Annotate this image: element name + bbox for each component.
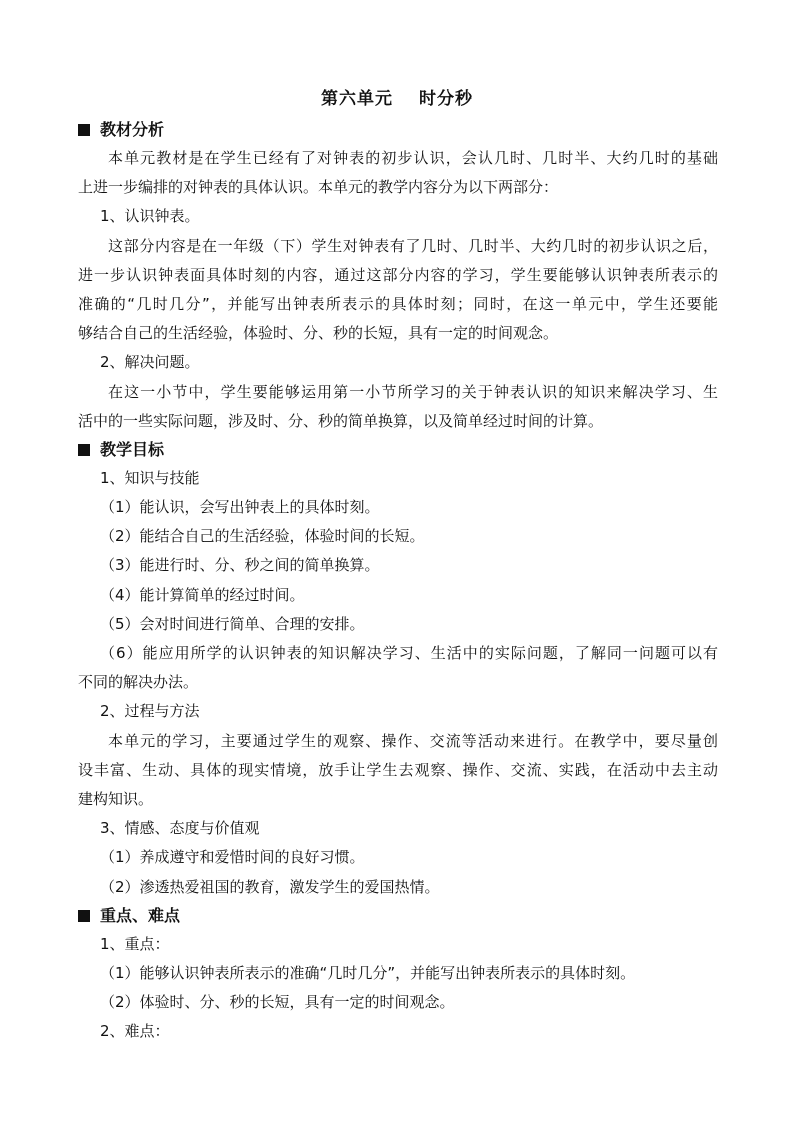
paragraph-line: 上进一步编排的对钟表的具体认识。本单元的教学内容分为以下两部分：: [78, 178, 559, 197]
title-topic: 时分秒: [419, 89, 473, 109]
page-title: [0, 84, 794, 109]
square-bullet-icon: [78, 910, 90, 922]
list-item: （5）会对时间进行简单、合理的安排。: [100, 614, 365, 633]
paragraph-line: 准确的“几时几分”，并能写出钟表所表示的具体时刻；同时，在这一单元中，学生还要能: [78, 294, 718, 313]
title-unit: 第六单元: [321, 89, 393, 109]
paragraph-line: 不同的解决办法。: [78, 673, 199, 692]
paragraph-line: 本单元教材是在学生已经有了对钟表的初步认识，会认几时、几时半、大约几时的基础: [108, 149, 718, 167]
square-bullet-icon: [78, 124, 90, 136]
subsection-title: 1、重点：: [100, 934, 170, 953]
subsection-title: 3、情感、态度与价值观: [100, 819, 260, 838]
paragraph-line: 进一步认识钟表面具体时刻的内容，通过这部分内容的学习，学生要能够认识钟表所表示的: [78, 265, 718, 284]
list-item: （2）能结合自己的生活经验，体验时间的长短。: [100, 527, 425, 546]
list-item: （1）能认识，会写出钟表上的具体时刻。: [100, 498, 380, 517]
list-item: （3）能进行时、分、秒之间的简单换算。: [100, 556, 380, 575]
list-item: （1）养成遵守和爱惜时间的良好习惯。: [100, 848, 365, 867]
paragraph-line: 活中的一些实际问题，涉及时、分、秒的简单换算，以及简单经过时间的计算。: [78, 411, 604, 430]
section-heading-teaching-goals: 教学目标: [78, 436, 718, 464]
section-heading-textbook-analysis: 教材分析: [78, 116, 718, 144]
paragraph-line: 够结合自己的生活经验，体验时、分、秒的长短，具有一定的时间观念。: [78, 324, 559, 343]
list-item: （1）能够认识钟表所表示的准确“几时几分”，并能写出钟表所表示的具体时刻。: [100, 963, 636, 982]
paragraph-line: 设丰富、生动、具体的现实情境，放手让学生去观察、操作、交流、实践，在活动中去主动: [78, 760, 718, 779]
list-item-title: 2、解决问题。: [100, 353, 200, 372]
list-item: （4）能计算简单的经过时间。: [100, 585, 305, 604]
section-heading-key-points: 重点、难点: [78, 902, 718, 930]
list-item: （2）渗透热爱祖国的教育，激发学生的爱国热情。: [100, 877, 440, 896]
subsection-title: 2、过程与方法: [100, 702, 200, 721]
document-body: [78, 116, 718, 1046]
list-item: （6）能应用所学的认识钟表的知识解决学习、生活中的实际问题，了解同一问题可以有: [100, 644, 718, 662]
list-item: （2）体验时、分、秒的长短，具有一定的时间观念。: [100, 993, 455, 1012]
paragraph-line: 在这一小节中，学生要能够运用第一小节所学习的关于钟表认识的知识来解决学习、生: [108, 382, 718, 401]
subsection-title: 2、难点：: [100, 1022, 170, 1041]
paragraph-line: 建构知识。: [78, 789, 154, 808]
paragraph-line: 本单元的学习，主要通过学生的观察、操作、交流等活动来进行。在教学中，要尽量创: [108, 731, 718, 750]
subsection-title: 1、知识与技能: [100, 468, 200, 487]
square-bullet-icon: [78, 444, 90, 456]
list-item-title: 1、认识钟表。: [100, 207, 200, 226]
paragraph-line: 这部分内容是在一年级（下）学生对钟表有了几时、几时半、大约几时的初步认识之后，: [108, 236, 718, 255]
